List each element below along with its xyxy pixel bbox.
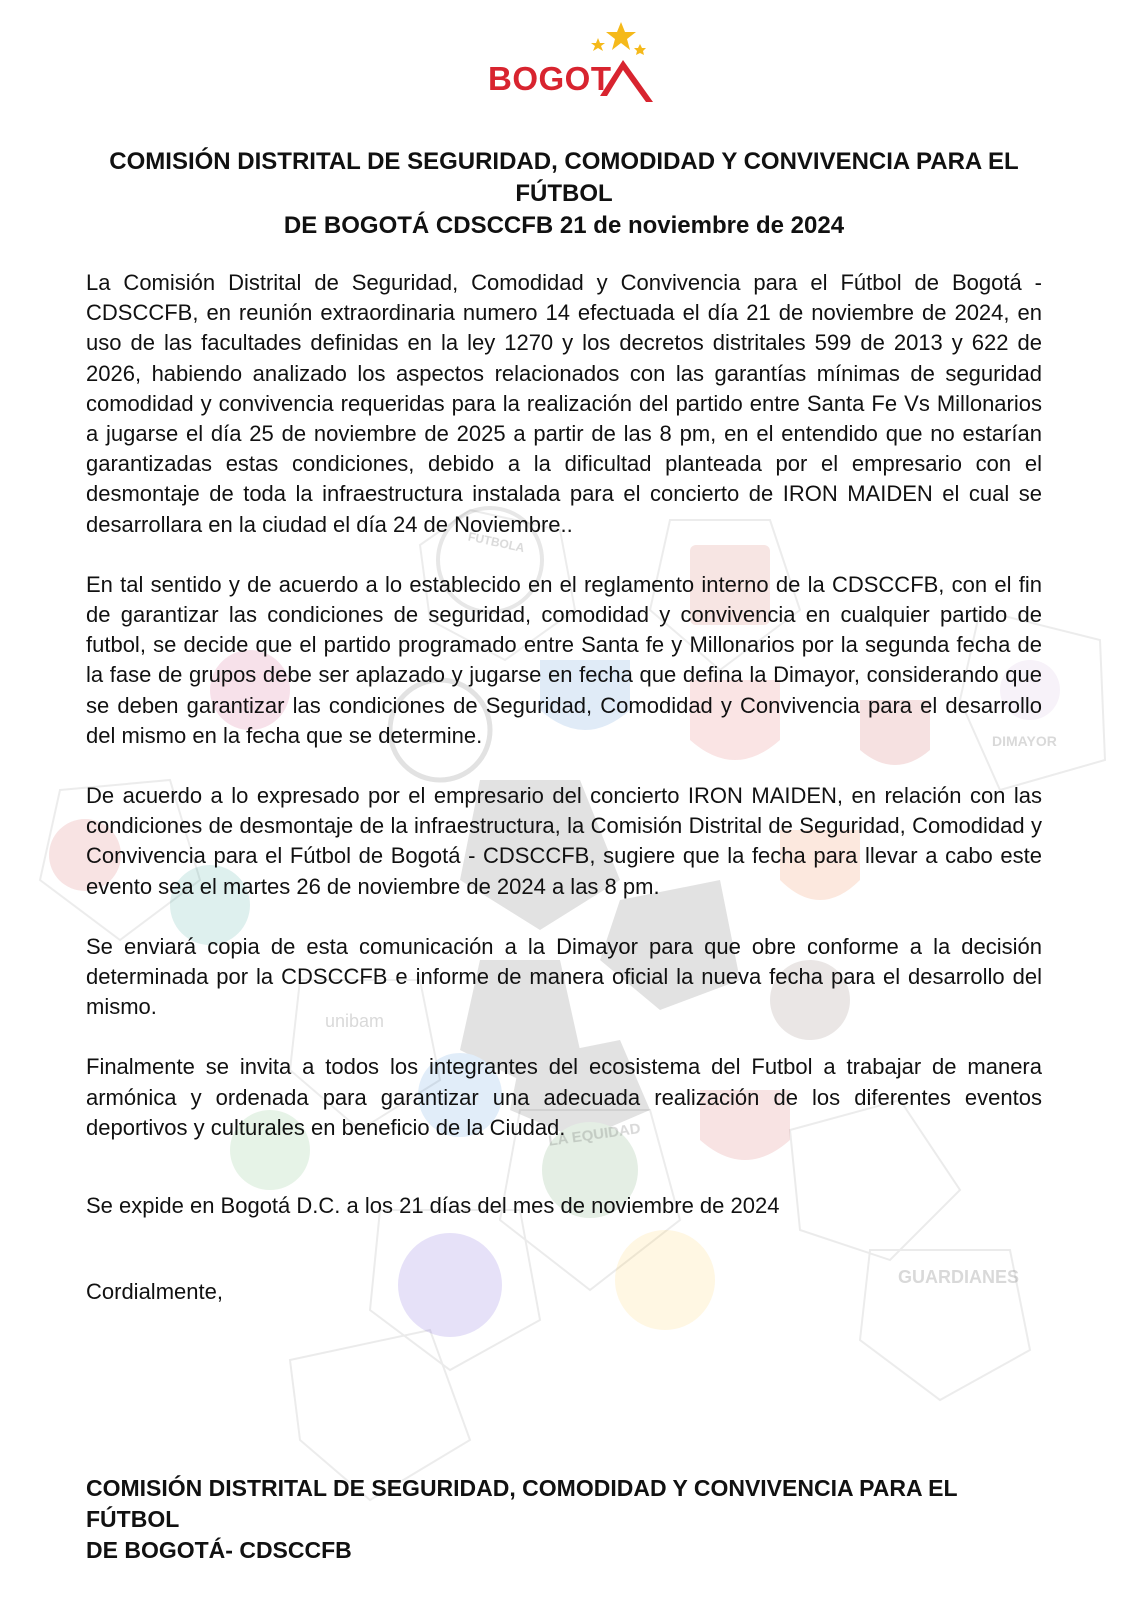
bogota-logo [488,18,663,108]
document-title [60,146,1068,242]
paragraph: Finalmente se invita a todos los integrantes del ecosistema del Futbol a trabajar de manera armónica y ordenada para garantizar una adecuada realización de los diferentes eventos deportivos y culturales en beneficio de la Ciudad. [86,1054,1042,1140]
signature-line1: COMISIÓN DISTRITAL DE SEGURIDAD, COMODIDAD Y CONVIVENCIA PARA EL FÚTBOL [86,1475,958,1532]
watermark-label: LA EQUIDAD [547,1120,642,1150]
document-body [86,268,1042,1337]
star-icon [634,44,646,55]
closing: Cordialmente, [86,1279,223,1305]
document-title-line1: COMISIÓN DISTRITAL DE SEGURIDAD, COMODIDAD Y CONVIVENCIA PARA EL FÚTBOL [109,148,1019,207]
watermark-label: unibam [325,1011,385,1031]
paragraph: De acuerdo a lo expresado por el empresario del concierto IRON MAIDEN, en relación con las condiciones de desmontaje de la infraestructura, la Comisión Distrital de Seguridad, Comodidad y Convivencia para el Fútbol de Bogotá - CDSCCFB, sugiere que la fecha para llevar a cabo este evento sea el martes 26 de noviembre de 2024 a las 8 pm. [86,783,1042,899]
watermark-label: DIMAYOR [992,733,1057,749]
star-icon [591,38,605,51]
paragraph: En tal sentido y de acuerdo a lo establecido en el reglamento interno de la CDSCCFB, con el fin de garantizar las condiciones de seguridad, comodidad y convivencia en cualquier partido de futbol, se decide que el partido programado entre Santa fe y Millonarios por la segunda fecha de la fase de grupos debe ser aplazado y jugarse en fecha que defina la Dimayor, considerando que se deben garantizar las condiciones de Seguridad, Comodidad y Convivencia para el desarrollo del mismo en la fecha que se determine. [86,571,1042,748]
watermark-label: GUARDIANES [898,1267,1020,1287]
signature-block [86,1473,1042,1566]
star-icon [606,22,636,50]
bogota-logo-text: BOGOT [488,60,612,97]
paragraph: La Comisión Distrital de Seguridad, Comodidad y Convivencia para el Fútbol de Bogotá - CDSCCFB, en reunión extraordinaria numero 14 efectuada el día 21 de noviembre de 2024, en uso de las facultades definidas en la ley 1270 y los decretos distritales 599 de 2013 y 622 de 2026, habiendo analizado los aspectos relacionados con las garantías mínimas de seguridad comodidad y convivencia requeridas para la realización del partido entre Santa Fe Vs Millonarios a jugarse el día 25 de noviembre de 2025 a partir de las 8 pm, en el entendido que no estarían garantizadas estas condiciones, debido a la dificultad planteada por el empresario con el desmontaje de toda la infraestructura instalada para el concierto de IRON MAIDEN el cual se desarrollara en la ciudad el día 24 de Noviembre.. [86,270,1042,537]
document-title-line2: DE BOGOTÁ CDSCCFB 21 de noviembre de 2024 [283,212,845,239]
paragraph: Se enviará copia de esta comunicación a la Dimayor para que obre conforme a la decisión determinada por la CDSCCFB e informe de manera oficial la nueva fecha para el desarrollo del mismo. [86,933,1042,1020]
watermark-label: FUTBOLA [466,529,526,556]
signature-line2: DE BOGOTÁ- CDSCCFB [86,1537,352,1563]
issue-statement: Se expide en Bogotá D.C. a los 21 días del mes de noviembre de 2024 [86,1193,780,1219]
